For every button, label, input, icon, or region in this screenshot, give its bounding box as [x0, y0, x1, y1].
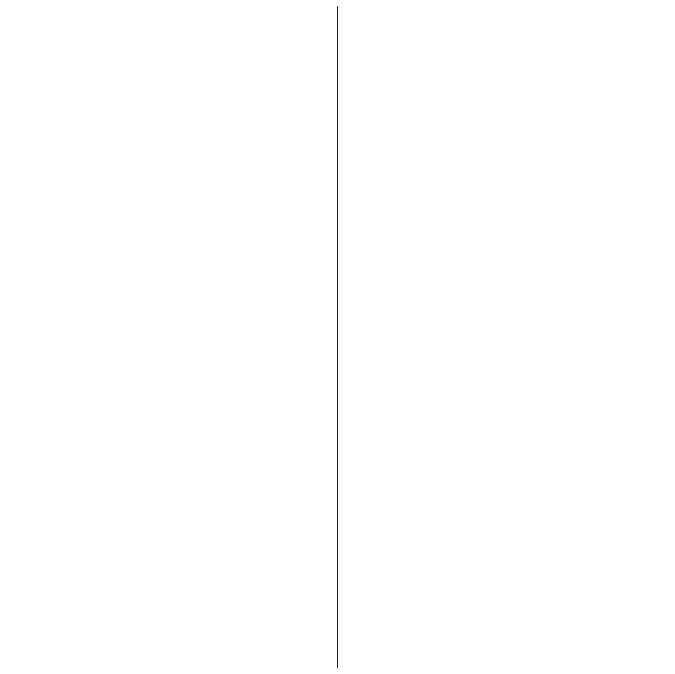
- column-divider: [337, 6, 338, 668]
- notice-column-left: [8, 6, 331, 668]
- notice-column-right: [344, 6, 667, 668]
